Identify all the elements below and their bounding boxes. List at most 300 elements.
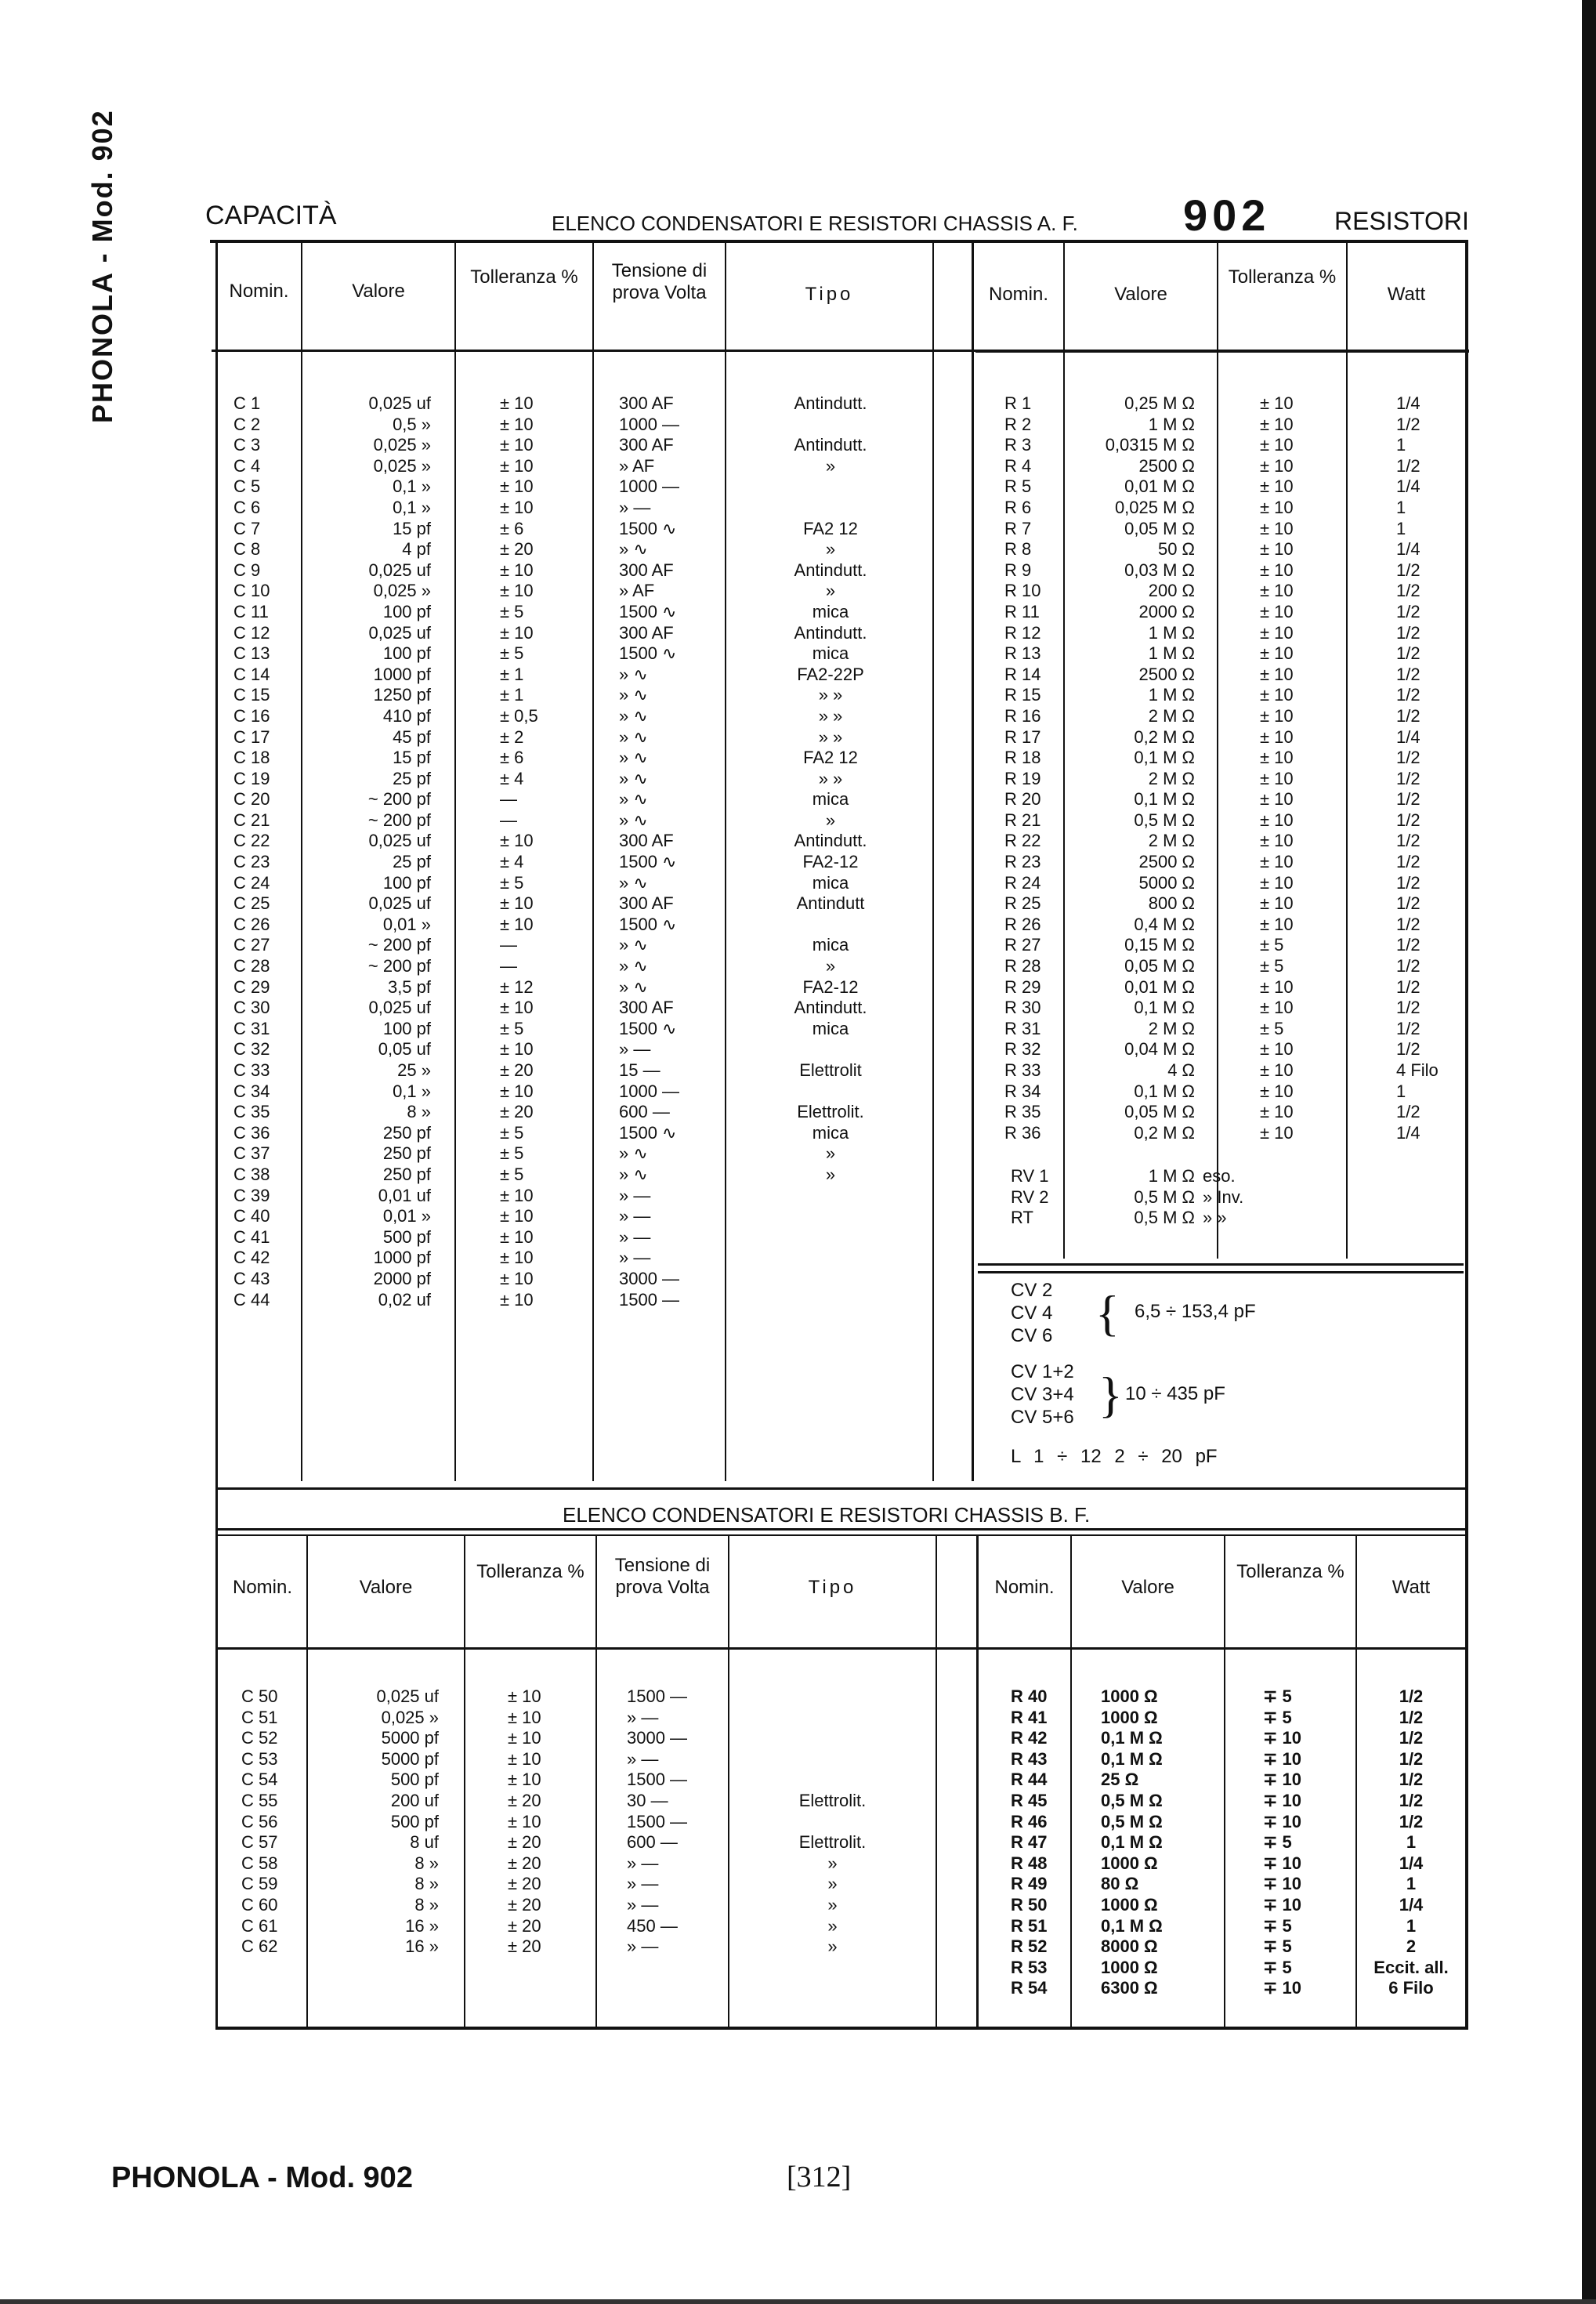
af-cap-nomin: C 12 (233, 622, 270, 643)
af-res-valore: 0,03 M Ω (1124, 560, 1195, 580)
af-res-head-toll: Tolleranza % (1228, 266, 1337, 288)
af-res-watt: 1/2 (1396, 560, 1420, 580)
af-res-watt: 1/2 (1396, 685, 1420, 705)
bf-cap-tipo: Elettrolit. (798, 1790, 867, 1810)
cv-box-top-2 (978, 1271, 1464, 1273)
bf-cap-nomin: C 59 (241, 1874, 278, 1894)
af-cap-tipo: » » (818, 726, 843, 747)
af-cap-tipo: Antindutt. (794, 393, 867, 413)
af-cap-tens: 300 AF (619, 622, 674, 643)
af-cap-valore: 0,025 uf (368, 998, 431, 1018)
af-cap-tens: » — (619, 1206, 651, 1226)
af-cap-nomin: C 42 (233, 1248, 270, 1268)
af-cap-tens: 300 AF (619, 435, 674, 455)
af-cap-tens: » ∿ (619, 726, 648, 747)
bf-res-nomin: R 52 (1011, 1936, 1048, 1957)
bf-res-valore: 0,5 M Ω (1101, 1811, 1163, 1831)
bf-header-rule (218, 1647, 1468, 1650)
bf-cap-tipo (736, 1749, 928, 1770)
af-res-watt: 1/2 (1396, 414, 1420, 434)
af-cap-tipo: mica (812, 935, 849, 955)
af-res-nomin: R 28 (1004, 956, 1041, 976)
af-cap-tens: » AF (619, 581, 655, 601)
bf-res-head-toll: Tolleranza % (1236, 1561, 1344, 1582)
af-res-toll: ± 10 (1260, 393, 1294, 413)
bf-cap-tens: 1500 — (627, 1811, 688, 1831)
bf-res-valore: 1000 Ω (1101, 1894, 1158, 1915)
bf-title-rule-2 (218, 1534, 1468, 1536)
rv-note: » » (1203, 1208, 1227, 1228)
af-res-valore: 2500 Ω (1138, 455, 1195, 476)
af-cap-toll: ± 10 (500, 435, 534, 455)
bf-cap-tipo: Elettrolit. (798, 1832, 867, 1853)
af-res-watt: 1/2 (1396, 810, 1420, 830)
af-res-toll: ± 10 (1260, 581, 1294, 601)
af-cap-nomin: C 37 (233, 1143, 270, 1164)
bf-res-toll: ∓ 10 (1263, 1770, 1302, 1790)
bf-cap-col-divider-5 (936, 1536, 937, 2027)
cv-group2-value: 10 ÷ 435 pF (1125, 1383, 1225, 1404)
af-cap-nomin: C 43 (233, 1268, 270, 1288)
cv-group1-label: CV 4 (1011, 1302, 1053, 1324)
af-res-toll: ± 10 (1260, 518, 1294, 538)
af-cap-tens: » ∿ (619, 539, 648, 560)
bf-cap-toll: ± 10 (508, 1686, 541, 1706)
af-cap-tens: 300 AF (619, 393, 674, 413)
af-res-nomin: R 36 (1004, 1122, 1041, 1143)
af-cap-valore: 0,1 » (393, 1081, 431, 1101)
bf-res-watt: 1 (1406, 1874, 1417, 1894)
af-cap-tens: 1500 ∿ (619, 601, 677, 621)
af-cap-tipo (733, 1186, 928, 1207)
af-res-valore: 800 Ω (1148, 893, 1195, 914)
af-cap-valore: 2000 pf (373, 1268, 431, 1288)
af-cap-tipo (733, 415, 928, 436)
af-cap-nomin: C 23 (233, 852, 270, 872)
bf-cap-tens: » — (627, 1853, 659, 1873)
af-res-nomin: R 23 (1004, 852, 1041, 872)
af-cap-nomin: C 29 (233, 976, 270, 997)
rv-nomin: RV 1 (1011, 1166, 1049, 1186)
af-cap-tipo: Antindutt. (794, 831, 867, 851)
af-cap-nomin: C 2 (233, 414, 261, 434)
af-res-toll: ± 10 (1260, 831, 1294, 851)
af-res-nomin: R 3 (1004, 435, 1032, 455)
af-res-valore: 2 M Ω (1148, 831, 1195, 851)
af-res-watt: 1/2 (1396, 748, 1420, 768)
af-cap-toll: ± 20 (500, 1102, 534, 1122)
af-cap-tipo: » (825, 581, 836, 601)
page-bottom-edge (0, 2299, 1596, 2304)
rv-nomin-column (1011, 1166, 1073, 1229)
header-resistori: RESISTORI (1334, 207, 1469, 235)
af-cap-toll: ± 5 (500, 643, 524, 664)
af-res-toll: ± 10 (1260, 705, 1294, 726)
af-cap-toll: ± 10 (500, 476, 534, 497)
bf-res-head-valore: Valore (1121, 1577, 1174, 1598)
side-label: PHONOLA - Mod. 902 (86, 109, 118, 423)
af-res-toll: ± 10 (1260, 810, 1294, 830)
af-res-nomin: R 16 (1004, 705, 1041, 726)
af-cap-nomin: C 1 (233, 393, 261, 413)
af-cap-head-tipo: Tipo (805, 284, 854, 305)
af-res-toll: ± 10 (1260, 1081, 1294, 1101)
bf-res-valore: 0,5 M Ω (1101, 1790, 1163, 1810)
af-cap-toll: ± 10 (500, 1248, 534, 1268)
bf-cap-head-nomin: Nomin. (232, 1577, 293, 1598)
bf-cap-tens: » — (627, 1707, 659, 1727)
af-cap-valore: 25 pf (393, 852, 431, 872)
af-cap-tipo: » (825, 1164, 836, 1184)
bf-res-valore-column (1101, 1686, 1218, 1999)
af-cap-valore: 0,5 » (393, 414, 431, 434)
af-res-valore: 1 M Ω (1148, 643, 1195, 664)
af-cap-tens: 300 AF (619, 560, 674, 580)
af-cap-head-toll: Tolleranza % (470, 266, 578, 288)
af-res-watt: 1/4 (1396, 1122, 1420, 1143)
af-cap-toll: ± 10 (500, 414, 534, 434)
bf-res-watt: 1/4 (1399, 1853, 1424, 1873)
af-cap-toll: ± 5 (500, 1143, 524, 1164)
af-res-watt: 1/2 (1396, 455, 1420, 476)
af-res-watt: 1 (1396, 435, 1406, 455)
af-res-nomin: R 14 (1004, 664, 1041, 684)
bf-res-nomin: R 42 (1011, 1728, 1048, 1748)
af-cap-nomin: C 34 (233, 1081, 270, 1101)
af-cap-col-divider-2 (454, 240, 456, 1481)
af-res-valore: 2 M Ω (1148, 1018, 1195, 1038)
bf-res-watt: Eccit. all. (1373, 1957, 1449, 1977)
af-res-valore: 0,5 M Ω (1134, 810, 1195, 830)
bf-res-nomin: R 53 (1011, 1957, 1048, 1977)
af-res-watt: 1/2 (1396, 643, 1420, 664)
bf-cap-tens: » — (627, 1936, 659, 1957)
af-cap-tens: » ∿ (619, 1164, 648, 1184)
af-cap-nomin: C 8 (233, 539, 261, 560)
bf-res-valore: 8000 Ω (1101, 1936, 1158, 1957)
af-cap-tens: » — (619, 497, 651, 517)
af-res-valore: 0,0315 M Ω (1105, 435, 1195, 455)
af-cap-col-divider-1 (301, 240, 302, 1481)
af-cap-toll: ± 5 (500, 1164, 524, 1184)
bf-res-watt: 1/2 (1399, 1707, 1424, 1727)
af-res-head-valore: Valore (1114, 284, 1167, 305)
af-res-watt: 1/4 (1396, 476, 1420, 497)
af-cap-tipo (733, 1039, 928, 1060)
af-cap-toll: ± 4 (500, 852, 524, 872)
af-cap-nomin: C 13 (233, 643, 270, 664)
af-cap-valore: 25 pf (393, 768, 431, 788)
af-cap-tens: 1500 ∿ (619, 914, 677, 934)
af-res-valore: 2000 Ω (1138, 601, 1195, 621)
af-cap-tens: 1500 ∿ (619, 852, 677, 872)
af-res-nomin: R 13 (1004, 643, 1041, 664)
af-cap-tipo: Antindutt. (794, 435, 867, 455)
af-cap-tens: » ∿ (619, 935, 648, 955)
bf-cap-toll: ± 10 (508, 1728, 541, 1748)
af-res-watt: 1/2 (1396, 872, 1420, 893)
af-cap-toll: ± 20 (500, 539, 534, 560)
af-cap-valore: 100 pf (382, 643, 431, 664)
af-cap-toll: ± 10 (500, 1185, 534, 1205)
af-res-toll: ± 10 (1260, 914, 1294, 934)
af-cap-nomin: C 35 (233, 1102, 270, 1122)
bf-cap-valore: 500 pf (390, 1811, 439, 1831)
af-cap-valore: ~ 200 pf (367, 935, 431, 955)
bf-cap-col-divider-4 (728, 1536, 729, 2027)
bf-res-watt: 1/2 (1399, 1770, 1424, 1790)
af-cap-nomin: C 36 (233, 1122, 270, 1143)
af-cap-toll: ± 10 (500, 560, 534, 580)
af-cap-tipo: Antindutt. (794, 622, 867, 643)
af-cap-toll: ± 10 (500, 893, 534, 914)
af-cap-valore: ~ 200 pf (367, 810, 431, 830)
af-res-toll: ± 10 (1260, 601, 1294, 621)
af-cap-tipo: Elettrolit (799, 1060, 862, 1080)
af-res-watt: 1/2 (1396, 705, 1420, 726)
af-res-nomin: R 25 (1004, 893, 1041, 914)
af-res-toll: ± 10 (1260, 455, 1294, 476)
bf-res-watt: 1/2 (1399, 1686, 1424, 1706)
af-cap-valore: 500 pf (382, 1226, 431, 1247)
rv-valore: 1 M Ω (1148, 1166, 1195, 1186)
af-cap-nomin: C 7 (233, 518, 261, 538)
af-cap-valore: 1250 pf (373, 685, 431, 705)
af-cap-toll: ± 5 (500, 1122, 524, 1143)
af-res-watt: 1/2 (1396, 622, 1420, 643)
af-res-valore: 0,04 M Ω (1124, 1039, 1195, 1060)
bf-cap-tens: 1500 — (627, 1686, 688, 1706)
af-res-watt: 1/2 (1396, 935, 1420, 955)
af-res-nomin: R 4 (1004, 455, 1032, 476)
af-cap-toll: ± 10 (500, 1039, 534, 1060)
af-cap-head-valore: Valore (352, 281, 405, 302)
af-cap-valore: 0,02 uf (378, 1289, 431, 1310)
bf-res-col-divider-2 (1224, 1536, 1225, 2027)
af-res-watt-column (1396, 393, 1467, 1143)
bf-res-toll: ∓ 10 (1263, 1874, 1302, 1894)
af-cap-tipo: » (825, 539, 836, 560)
bf-cap-valore: 0,025 » (381, 1707, 439, 1727)
af-cap-nomin: C 10 (233, 581, 270, 601)
af-res-toll: ± 10 (1260, 435, 1294, 455)
bf-res-valore: 80 Ω (1101, 1874, 1139, 1894)
bf-res-toll: ∓ 10 (1263, 1790, 1302, 1810)
rv-nomin: RV 2 (1011, 1186, 1049, 1207)
af-res-watt: 1/2 (1396, 1039, 1420, 1060)
af-cap-valore: 250 pf (382, 1122, 431, 1143)
af-res-toll: ± 10 (1260, 852, 1294, 872)
bf-res-nomin: R 48 (1011, 1853, 1048, 1873)
af-cap-tens: 1000 — (619, 1081, 680, 1101)
af-res-watt: 1/4 (1396, 539, 1420, 560)
af-res-valore: 0,2 M Ω (1134, 1122, 1195, 1143)
rv-valore: 0,5 M Ω (1134, 1208, 1195, 1228)
af-res-valore: 0,25 M Ω (1124, 393, 1195, 413)
af-res-toll: ± 10 (1260, 1039, 1294, 1060)
bf-res-toll: ∓ 10 (1263, 1978, 1302, 1998)
af-res-valore: 0,15 M Ω (1124, 935, 1195, 955)
af-cap-nomin-column (233, 393, 296, 1310)
bf-cap-toll: ± 20 (508, 1874, 541, 1894)
af-cap-toll: — (500, 935, 517, 955)
af-cap-tens: 1500 ∿ (619, 1122, 677, 1143)
af-res-watt: 1/2 (1396, 831, 1420, 851)
bf-res-nomin: R 49 (1011, 1874, 1048, 1894)
af-cap-toll: ± 0,5 (500, 705, 538, 726)
bf-res-valore: 0,1 M Ω (1101, 1915, 1163, 1936)
af-cap-valore: 0,025 uf (368, 622, 431, 643)
af-res-watt: 1/2 (1396, 852, 1420, 872)
bf-res-nomin: R 41 (1011, 1707, 1048, 1727)
af-res-valore: 50 Ω (1157, 539, 1195, 560)
bf-cap-toll: ± 20 (508, 1894, 541, 1915)
af-cap-tipo: Antindutt. (794, 998, 867, 1018)
af-res-watt: 1/2 (1396, 893, 1420, 914)
cv-group1-label: CV 6 (1011, 1325, 1053, 1346)
af-cap-valore: 15 pf (393, 518, 431, 538)
af-res-toll: ± 10 (1260, 476, 1294, 497)
af-cap-tens: 1500 — (619, 1289, 680, 1310)
af-cap-valore: 0,01 uf (378, 1185, 431, 1205)
bf-cap-tens: 1500 — (627, 1770, 688, 1790)
af-res-toll: ± 10 (1260, 1102, 1294, 1122)
af-cap-nomin: C 15 (233, 685, 270, 705)
bf-res-valore: 0,1 M Ω (1101, 1832, 1163, 1853)
af-cap-tens: » ∿ (619, 789, 648, 810)
af-cap-tens: » — (619, 1248, 651, 1268)
af-res-nomin: R 24 (1004, 872, 1041, 893)
bf-cap-col-divider-3 (595, 1536, 597, 2027)
af-res-watt: 1/4 (1396, 393, 1420, 413)
af-cap-toll: ± 10 (500, 622, 534, 643)
af-cap-valore: 45 pf (393, 726, 431, 747)
af-cap-tens: » AF (619, 455, 655, 476)
af-cap-tipo: » (825, 1143, 836, 1164)
af-cap-tens: 1500 ∿ (619, 518, 677, 538)
af-cap-tens: » ∿ (619, 685, 648, 705)
af-cap-toll: ± 10 (500, 455, 534, 476)
af-cap-toll: ± 6 (500, 518, 524, 538)
bf-cap-head-tensione: Tensione di prova Volta (614, 1555, 711, 1598)
bf-cap-toll: ± 10 (508, 1770, 541, 1790)
bf-res-toll: ∓ 5 (1263, 1707, 1292, 1727)
af-cap-nomin: C 3 (233, 435, 261, 455)
bf-res-head-watt: Watt (1392, 1577, 1431, 1598)
af-cap-toll: ± 20 (500, 1060, 534, 1080)
bf-res-col-divider-1 (1070, 1536, 1072, 2027)
bf-cap-nomin: C 58 (241, 1853, 278, 1873)
af-res-head-nomin: Nomin. (988, 284, 1049, 305)
af-cap-head-nomin: Nomin. (229, 281, 289, 302)
af-cap-tipo: » » (818, 768, 843, 788)
af-res-toll: ± 10 (1260, 998, 1294, 1018)
bf-res-nomin: R 46 (1011, 1811, 1048, 1831)
af-res-nomin: R 29 (1004, 976, 1041, 997)
af-cap-tens: » ∿ (619, 976, 648, 997)
bf-res-nomin: R 45 (1011, 1790, 1048, 1810)
af-cap-valore: 100 pf (382, 1018, 431, 1038)
af-res-nomin: R 32 (1004, 1039, 1041, 1060)
af-cap-tens: 15 — (619, 1060, 660, 1080)
af-res-watt: 1 (1396, 1081, 1406, 1101)
af-cap-valore: 0,025 uf (368, 893, 431, 914)
af-res-nomin: R 35 (1004, 1102, 1041, 1122)
af-cap-tens: 1500 ∿ (619, 1018, 677, 1038)
header-capacita: CAPACITÀ (205, 201, 337, 230)
af-cap-tens: » ∿ (619, 1143, 648, 1164)
af-cap-col-divider-5 (932, 240, 934, 1481)
bf-res-watt: 1 (1406, 1832, 1417, 1853)
bf-cap-tens: » — (627, 1894, 659, 1915)
rv-note: eso. (1203, 1166, 1236, 1186)
page-edge-shadow (1582, 0, 1596, 2304)
bf-cap-nomin: C 50 (241, 1686, 278, 1706)
af-cap-valore: 0,025 uf (368, 831, 431, 851)
af-cap-valore: 0,025 » (373, 435, 431, 455)
af-cap-nomin: C 30 (233, 998, 270, 1018)
af-center-divider (972, 240, 974, 1481)
af-cap-toll-column (500, 393, 586, 1310)
af-cap-nomin: C 4 (233, 455, 261, 476)
af-cap-tipo: Antindutt (796, 893, 865, 914)
af-res-watt: 1/2 (1396, 581, 1420, 601)
bf-res-nomin-column (1011, 1686, 1066, 1999)
bf-cap-valore: 8 » (414, 1894, 439, 1915)
af-res-watt: 1/2 (1396, 768, 1420, 788)
af-cap-tipo: mica (812, 1018, 849, 1038)
bf-cap-nomin: C 51 (241, 1707, 278, 1727)
af-cap-toll: ± 5 (500, 872, 524, 893)
af-cap-tipo: » » (818, 685, 843, 705)
af-res-valore: 0,01 M Ω (1124, 976, 1195, 997)
af-res-toll: ± 10 (1260, 872, 1294, 893)
af-cap-valore: 0,025 » (373, 455, 431, 476)
af-res-valore: 0,05 M Ω (1124, 956, 1195, 976)
af-cap-nomin: C 25 (233, 893, 270, 914)
af-cap-tipo: FA2-12 (802, 976, 859, 997)
af-res-toll: ± 10 (1260, 726, 1294, 747)
af-cap-nomin: C 14 (233, 664, 270, 684)
af-cap-valore: 1000 pf (373, 1248, 431, 1268)
af-res-nomin: R 12 (1004, 622, 1041, 643)
bf-res-head-nomin: Nomin. (994, 1577, 1055, 1598)
af-cap-valore: 100 pf (382, 872, 431, 893)
rv-nomin: RT (1011, 1208, 1033, 1228)
af-cap-tipo: Antindutt. (794, 560, 867, 580)
af-cap-nomin: C 22 (233, 831, 270, 851)
af-res-nomin: R 10 (1004, 581, 1041, 601)
rv-valore-column (1081, 1166, 1195, 1229)
af-res-toll: ± 10 (1260, 976, 1294, 997)
bf-res-watt: 1/2 (1399, 1790, 1424, 1810)
bf-res-watt: 1/2 (1399, 1748, 1424, 1769)
af-res-toll: ± 10 (1260, 1122, 1294, 1143)
af-res-nomin: R 26 (1004, 914, 1041, 934)
af-res-toll: ± 10 (1260, 789, 1294, 810)
af-cap-nomin: C 27 (233, 935, 270, 955)
bf-res-valore: 25 Ω (1101, 1770, 1139, 1790)
af-res-valore: 2500 Ω (1138, 664, 1195, 684)
bf-cap-tipo: » (827, 1915, 838, 1936)
bf-cap-head-valore: Valore (359, 1577, 413, 1598)
bf-cap-tipo (736, 1708, 928, 1729)
af-res-nomin-column (1004, 393, 1059, 1143)
af-cap-toll: ± 10 (500, 1206, 534, 1226)
af-cap-tipo (733, 1248, 928, 1269)
cv-group2-label: CV 5+6 (1011, 1407, 1074, 1428)
af-res-valore: 0,1 M Ω (1134, 1081, 1195, 1101)
